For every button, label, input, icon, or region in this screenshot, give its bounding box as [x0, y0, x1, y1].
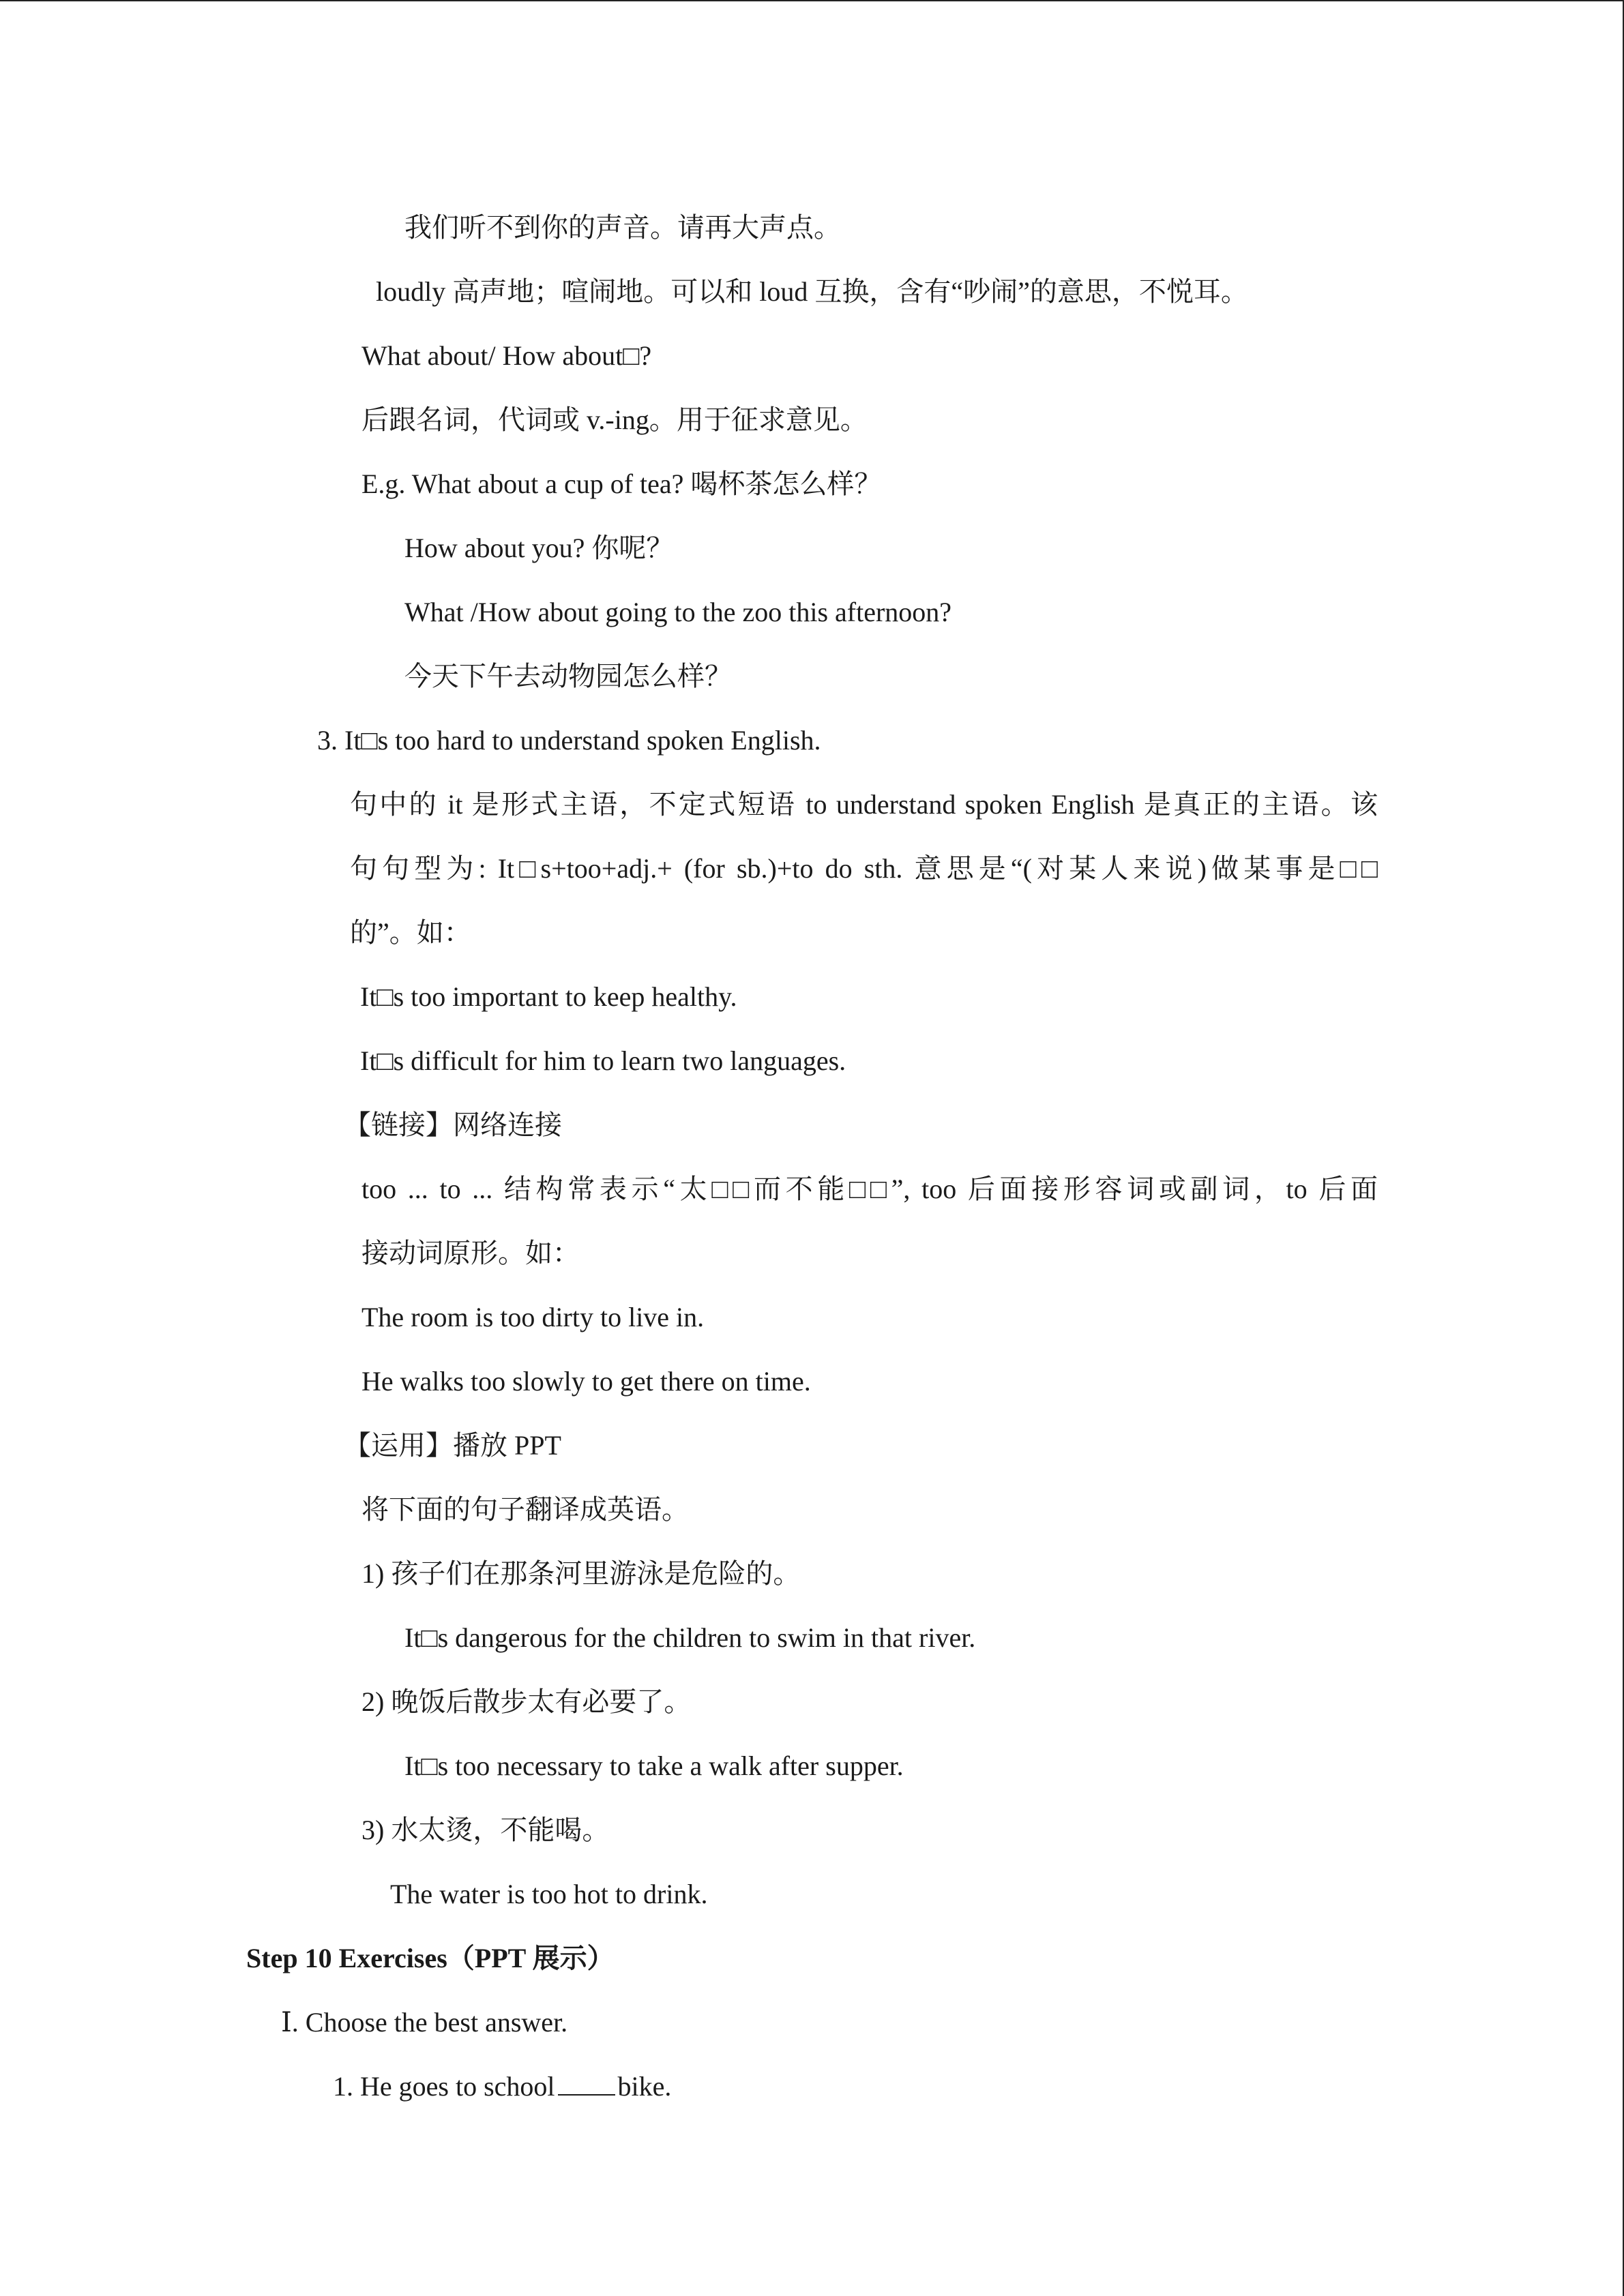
text-line-6: How about you? 你呢？ — [404, 533, 674, 563]
example-line-2: It□s difficult for him to learn two languages. — [360, 1045, 846, 1076]
translation-answer-3: The water is too hot to drink. — [390, 1879, 708, 1909]
question-1-text: 1. He goes to school — [333, 2071, 555, 2102]
text-line-5: E.g. What about a cup of tea? 喝杯茶怎么样？ — [361, 468, 882, 499]
text-line-4: 后跟名词，代词或 v.-ing。用于征求意见。 — [361, 404, 868, 435]
translation-answer-2: It□s too necessary to take a walk after supper. — [404, 1750, 904, 1781]
example-line-1: It□s too important to keep healthy. — [360, 981, 737, 1012]
exercise-question-1 — [333, 2068, 671, 2106]
text-line-3: What about/ How about□? — [361, 340, 652, 371]
step-10-heading: Step 10 Exercises（PPT 展示） — [246, 1943, 615, 1973]
answer-blank — [558, 2071, 615, 2096]
text-line-1: 我们听不到你的声音。请再大声点。 — [404, 212, 841, 243]
text-line-17: 接动词原形。如： — [361, 1238, 580, 1268]
translation-item-3: 3) 水太烫，不能喝。 — [361, 1815, 610, 1845]
link-heading: 【链接】网络连接 — [344, 1109, 562, 1140]
text-line-11: 句句型为: It□s+too+adj.+ (for sb.)+to do sth. 意思是“(对某人来说)做某事是□□ — [350, 853, 1378, 884]
translation-item-2: 2) 晚饭后散步太有必要了。 — [361, 1686, 692, 1717]
numbered-heading-3: 3. It□s too hard to understand spoken English. — [317, 725, 821, 756]
usage-heading: 【运用】播放 PPT — [344, 1430, 561, 1461]
exercise-section-heading: Ⅰ. Choose the best answer. — [281, 2007, 568, 2038]
text-line-12: 的”。如： — [350, 917, 471, 948]
text-line-8: 今天下午去动物园怎么样？ — [404, 661, 732, 691]
page-top-border — [0, 0, 1624, 1]
text-line-7: What /How about going to the zoo this afternoon? — [404, 597, 952, 627]
question-1-end: bike. — [617, 2071, 672, 2102]
text-line-21: 将下面的句子翻译成英语。 — [361, 1494, 689, 1525]
example-line-4: He walks too slowly to get there on time. — [361, 1366, 811, 1397]
text-line-2: loudly 高声地；喧闹地。可以和 loud 互换，含有“吵闹”的意思，不悦耳。 — [376, 276, 1248, 307]
translation-answer-1: It□s dangerous for the children to swim in that river. — [404, 1622, 976, 1653]
example-line-3: The room is too dirty to live in. — [361, 1302, 705, 1332]
translation-item-1: 1) 孩子们在那条河里游泳是危险的。 — [361, 1558, 801, 1589]
text-line-16: too ... to ... 结构常表示“太□□而不能□□”, too 后面接形容词或副词，to 后面 — [361, 1174, 1378, 1204]
text-line-10: 句中的 it 是形式主语，不定式短语 to understand spoken English 是真正的主语。该 — [350, 789, 1378, 820]
